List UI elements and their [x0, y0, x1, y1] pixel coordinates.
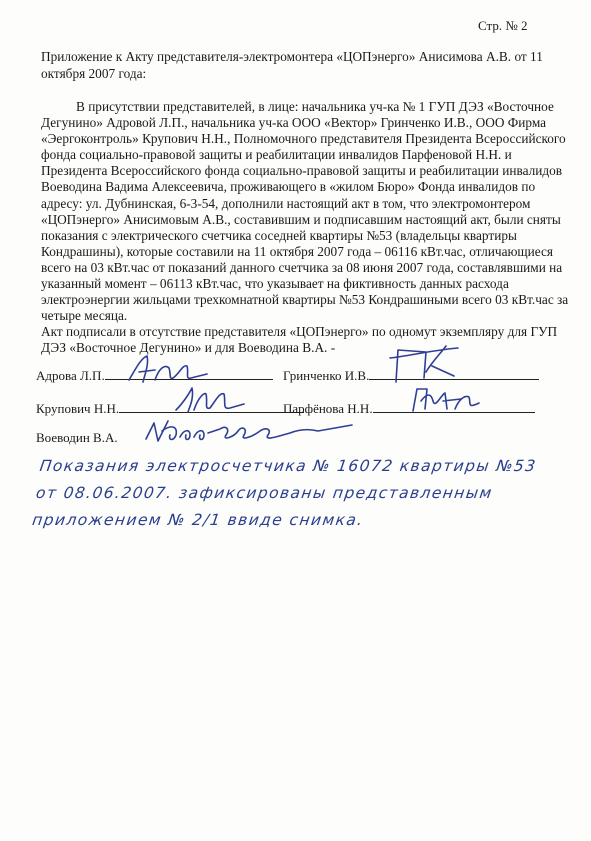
- signature-parfenova-image: [407, 383, 487, 417]
- page-number: Стр. № 2: [478, 18, 528, 33]
- signatory-name-krupovich: Крупович Н.Н.: [36, 401, 120, 416]
- document-heading: Приложение к Акту представителя-электромонтера «ЦОПэнерго» Анисимова А.В. от 11 октября 2007 года:: [41, 49, 543, 81]
- body-paragraph-signed: Акт подписали в отсутствие представителя «ЦОПэнерго» по одномут экземпляру для ГУП ДЭЗ «Восточное Дегунино» и для Воеводина В.А. -: [41, 324, 558, 356]
- signature-voevodin-image: [140, 415, 360, 455]
- signatory-name-adrova: Адрова Л.П.: [36, 368, 105, 383]
- signatory-name-parfenova: Парфёнова Н.Н.: [283, 401, 373, 416]
- handwritten-note-line-2: от 08.06.2007. зафиксированы представленным: [34, 484, 494, 502]
- document-body: [41, 99, 569, 357]
- signature-krupovich-image: [172, 384, 252, 418]
- handwritten-note: [30, 453, 581, 534]
- signatory-name-voevodin: Воеводин В.А.: [36, 430, 118, 445]
- body-paragraph-presence: В присутствии представителей, в лице: начальника уч-ка № 1 ГУП ДЭЗ «Восточное Дегунино» Адровой Л.П., начальника уч-ка ООО «Вектор» Гринченко И.В., ООО Фирма «Эергоконтроль» Крупович Н.Н., Полномочного представителя Президента Всероссийского фонда социально-правовой защиты и реабилитации инвалидов Парфеновой Н.Н. и Президента Всероссийского фонда социально-правовой защиты и реабилитации инвалидов Воеводина Вадима Алексеевича, проживающего в «жилом Бюро» Фонда инвалидов по адресу: ул. Дубнинская, 6-3-54, дополнили настоящий акт в том, что электромонтером «ЦОПэнерго» Анисимовым А.В., составившим и подписавшим настоящий акт, были сняты показания с электрического счетчика соседней квартиры №53 (владельцы квартиры Кондрашины), которые составили на 11 октября 2007 года – 06116 кВт.час, отличающиеся всего на 03 кВт.час от показаний данного счетчика за 08 июня 2007 года, составлявшими на указанный момент – 06113 кВт.час, что указывает на фиктивность данных расхода электроэнергии жильцами трехкомнатной квартиры №53 Кондрашиными всего 03 кВт.час за четыре месяца.: [41, 99, 569, 324]
- signatory-name-grinchenko: Гринченко И.В.: [283, 368, 370, 383]
- handwritten-note-line-3: приложением № 2/1 ввиде снимка.: [31, 511, 365, 529]
- signature-row-3: [36, 430, 118, 446]
- handwritten-note-line-1: Показания электросчетчика № 16072 квартиры №53: [38, 457, 538, 475]
